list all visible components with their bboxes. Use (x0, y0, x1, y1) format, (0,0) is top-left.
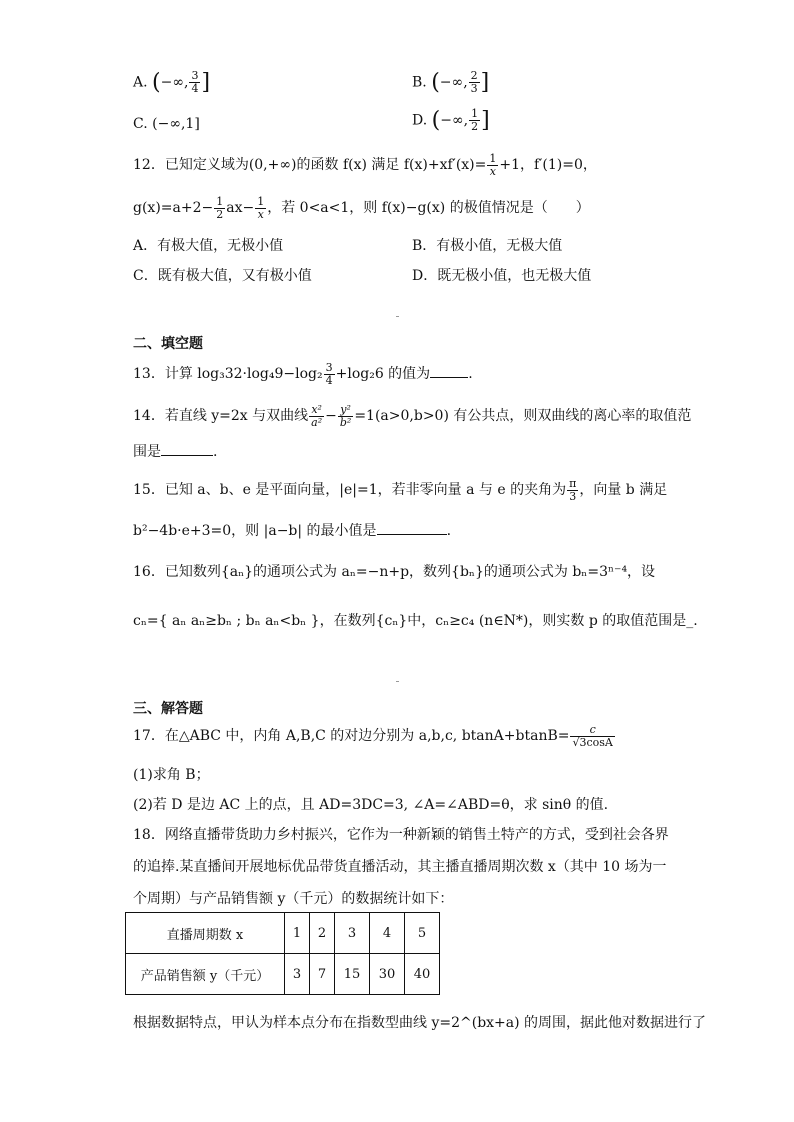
table-cell: 15 (335, 954, 370, 995)
q15-line2: b²−4b·e+3=0，则 |a−b| 的最小值是 . (133, 523, 452, 539)
q12-option-b: B．有极小值，无极大值 (412, 238, 563, 254)
q18-line3: 个周期）与产品销售额 y（千元）的数据统计如下： (133, 891, 454, 907)
q12-option-d: D．既无极小值，也无极大值 (412, 268, 592, 284)
table-cell: 5 (405, 913, 440, 954)
q11-option-c: C. (−∞,1] (133, 116, 200, 132)
table-row (126, 954, 440, 995)
q11-option-a: A. (−∞, $\frac{3}{4}$ ] (133, 69, 211, 95)
table-cell: 7 (310, 954, 335, 995)
q14-line2: 围是 . (133, 444, 218, 460)
q18-line2: 的追捧.某直播间开展地标优品带货直播活动，其主播直播周期次数 x（其中 10 场为一 (133, 859, 667, 875)
q17-part1: (1)求角 B； (133, 767, 210, 783)
table-cell: 40 (405, 954, 440, 995)
table-cell: 3 (285, 954, 310, 995)
table-cell: 4 (370, 913, 405, 954)
q16-line2: cₙ={ aₙ aₙ≥bₙ ; bₙ aₙ<bₙ }，在数列{cₙ}中，cₙ≥c₄ (n∈N*)，则实数 p 的取值范围是_. (133, 613, 698, 629)
q17-line1: 17．在△ABC 中，内角 A,B,C 的对边分别为 a,b,c, btanA+btanB= $\frac{c}{√3\cos A}$ (133, 723, 613, 749)
q16-line1: 16．已知数列{aₙ}的通项公式为 aₙ=−n+p，数列{bₙ}的通项公式为 bₙ=3ⁿ⁻⁴，设 (133, 564, 656, 580)
q11-option-d: D. (−∞, $\frac{1}{2}$ ] (412, 107, 490, 133)
table-cell: 3 (335, 913, 370, 954)
q14-line1: 14．若直线 y=2x 与双曲线 $\frac{\text{x²}}{\text{a²}}$ − $\frac{\text{y²}}{\text{b²}}$ =1(a>0,b>0) 有公共点，则双曲线的离心率的取值范 (133, 403, 692, 429)
divider-dot (396, 316, 399, 317)
table-row (126, 913, 440, 954)
q17-part2: (2)若 D 是边 AC 上的点，且 AD=3DC=3, ∠A=∠ABD=θ，求 sinθ 的值. (133, 797, 609, 813)
q12-line2: g(x)=a+2− $\frac{1}{2}$ ax− $\frac{1}{x}$ ，若 0<a<1，则 f(x)−g(x) 的极值情况是（ ） (133, 195, 590, 221)
divider-dot (396, 681, 399, 682)
section-3-title: 三、解答题 (133, 701, 203, 717)
q12-option-a: A．有极大值，无极小值 (133, 238, 284, 254)
q18-data-table (125, 912, 440, 995)
q18-after-table: 根据数据特点，甲认为样本点分布在指数型曲线 y=2^(bx+a) 的周围，据此他对数据进行了 (133, 1015, 707, 1031)
table-cell: 1 (285, 913, 310, 954)
table-cell: 2 (310, 913, 335, 954)
q12-line1: 12．已知定义域为(0,+∞)的函数 f(x) 满足 f(x)+xf′(x)= $\frac{1}{x}$ +1，f′(1)=0， (133, 152, 597, 178)
q18-line1: 18．网络直播带货助力乡村振兴，它作为一种新颖的销售土特产的方式，受到社会各界 (133, 827, 669, 843)
section-2-title: 二、填空题 (133, 336, 203, 352)
q13-line: 13．计算 log₃32·log₄9−log₂ $\frac{3}{4}$ +log₂6 的值为 . (133, 361, 473, 387)
q11-option-b: B. (−∞, $\frac{2}{3}$ ] (412, 69, 490, 95)
q15-line1: 15．已知 a、b、e 是平面向量，|e|=1，若非零向量 a 与 e 的夹角为 $\frac{\pi}{3}$ ，向量 b 满足 (133, 477, 668, 503)
table-header-y: 产品销售额 y（千元） (126, 954, 285, 995)
q12-option-c: C．既有极大值，又有极小值 (133, 268, 312, 284)
table-cell: 30 (370, 954, 405, 995)
table-header-x: 直播周期数 x (126, 913, 285, 954)
